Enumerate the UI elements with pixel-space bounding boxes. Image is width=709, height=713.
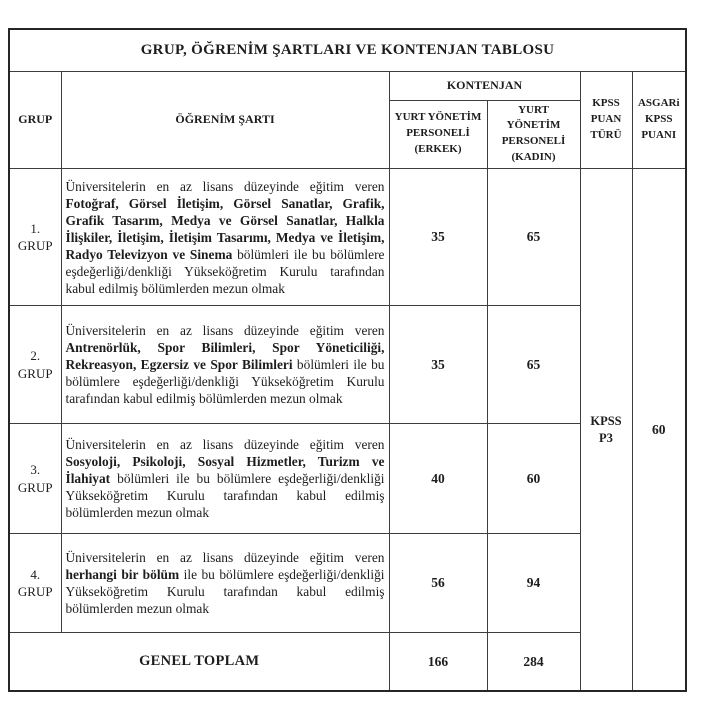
requirement-suffix: ile bu bölümlere eşdeğerliği/denkliği Yükseköğretim Kurulu tarafından kabul edilmiş bölümlerden mezun olmak	[65, 567, 385, 617]
total-quota-kadin: 284	[487, 633, 580, 691]
requirement-departments: herhangi bir bölüm	[65, 567, 180, 583]
group-label: GRUP	[17, 238, 53, 254]
group-number: 3.	[30, 462, 41, 478]
kpss-puan-turu-value: KPSS P3	[580, 169, 632, 691]
group-label: GRUP	[17, 584, 53, 600]
group-3-quota-erkek: 40	[389, 424, 487, 534]
requirement-departments: Sosyoloji, Psikoloji, Sosyal Hizmetler, Turizm ve İlahiyat	[65, 454, 385, 487]
total-quota-erkek: 166	[389, 633, 487, 691]
group-2-quota-kadin: 65	[487, 306, 580, 424]
header-asgari-kpss-puani: ASGARi KPSS PUANI	[632, 71, 686, 169]
group-3-requirement	[61, 424, 389, 534]
header-ogrenim-sarti: ÖĞRENİM ŞARTI	[61, 71, 389, 169]
requirement-suffix: bölümleri ile bu bölümlere eşdeğerliği/denkliği Yükseköğretim Kurulu tarafından kabul edilmiş bölümlerden mezun olmak	[65, 471, 385, 521]
requirement-prefix: Üniversitelerin en az lisans düzeyinde eğitim veren	[65, 550, 385, 566]
table-title: GRUP, ÖĞRENİM ŞARTLARI VE KONTENJAN TABLOSU	[9, 29, 686, 71]
group-3-cell	[9, 424, 61, 534]
asgari-kpss-puani-value: 60	[632, 169, 686, 691]
group-4-quota-kadin: 94	[487, 534, 580, 633]
kontenjan-table	[8, 28, 687, 692]
group-2-requirement	[61, 306, 389, 424]
group-3-quota-kadin: 60	[487, 424, 580, 534]
group-1-quota-erkek: 35	[389, 169, 487, 306]
genel-toplam-label: GENEL TOPLAM	[9, 633, 389, 691]
group-4-requirement	[61, 534, 389, 633]
group-4-cell	[9, 534, 61, 633]
requirement-departments: Fotoğraf, Görsel İletişim, Görsel Sanatlar, Grafik, Grafik Tasarım, Medya ve Görsel Sanatlar, Halkla İlişkiler, İletişim, İletişim Tasarımı, Medya ve İletişim, Radyo Televizyon ve Sinema	[65, 195, 385, 262]
group-2-cell	[9, 306, 61, 424]
requirement-prefix: Üniversitelerin en az lisans düzeyinde eğitim veren	[65, 323, 385, 339]
group-1-requirement	[61, 169, 389, 306]
group-1-cell	[9, 169, 61, 306]
group-number: 4.	[30, 566, 41, 582]
group-1-quota-kadin: 65	[487, 169, 580, 306]
header-grup: GRUP	[9, 71, 61, 169]
group-number: 2.	[30, 348, 41, 364]
header-kpss-puan-turu: KPSS PUAN TÜRÜ	[580, 71, 632, 169]
group-number: 1.	[30, 220, 41, 236]
header-yurt-yonetim-personeli-kadin: YURT YÖNETİM PERSONELİ (KADIN)	[487, 100, 580, 169]
table-row	[9, 169, 686, 306]
group-2-quota-erkek: 35	[389, 306, 487, 424]
requirement-prefix: Üniversitelerin en az lisans düzeyinde eğitim veren	[65, 437, 385, 453]
group-label: GRUP	[17, 365, 53, 381]
group-label: GRUP	[17, 479, 53, 495]
requirement-departments: Antrenörlük, Spor Bilimleri, Spor Yöneticiliği, Rekreasyon, Egzersiz ve Spor Bilimleri	[65, 340, 385, 373]
requirement-suffix: bölümleri ile bu bölümlere eşdeğerliği/denkliği Yükseköğretim Kurulu tarafından kabul edilmiş bölümlerden mezun olmak	[65, 246, 385, 296]
requirement-suffix: bölümleri ile bu bölümlere eşdeğerliği/denkliği Yükseköğretim Kurulu tarafından kabul edilmiş bölümlerden mezun olmak	[65, 357, 385, 407]
group-4-quota-erkek: 56	[389, 534, 487, 633]
header-yurt-yonetim-personeli-erkek: YURT YÖNETİM PERSONELİ (ERKEK)	[389, 100, 487, 169]
header-kontenjan: KONTENJAN	[389, 71, 580, 100]
requirement-prefix: Üniversitelerin en az lisans düzeyinde eğitim veren	[65, 178, 385, 194]
